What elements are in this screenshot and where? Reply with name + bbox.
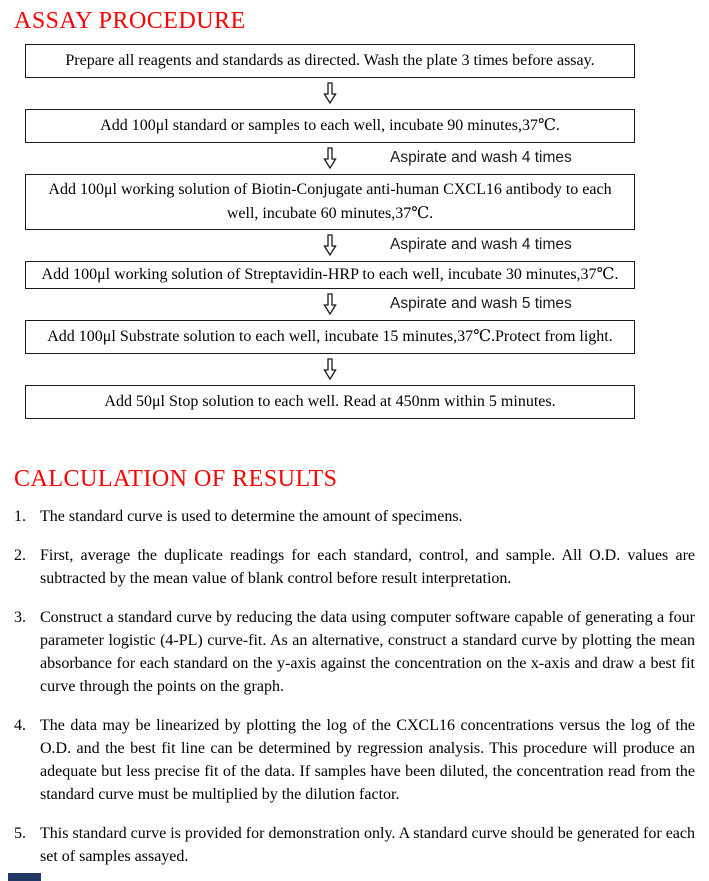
flow-step-box-2 xyxy=(25,109,635,143)
calc-list-item-4 xyxy=(14,714,695,806)
flow-step-text: Prepare all reagents and standards as directed. Wash the plate 3 times before assay. xyxy=(65,52,595,69)
down-arrow-icon xyxy=(323,358,337,380)
connector-label: Aspirate and wash 5 times xyxy=(390,295,572,312)
flow-connector-1 xyxy=(25,78,635,109)
calc-list-item-1 xyxy=(14,505,695,528)
flow-step-box-1 xyxy=(25,44,635,78)
section-title-calculation-of-results: CALCULATION OF RESULTS xyxy=(14,466,338,492)
flow-step-text: Add 100μl standard or samples to each well, incubate 90 minutes,37℃. xyxy=(100,117,560,134)
flow-connector-3 xyxy=(25,230,635,261)
flow-step-box-5 xyxy=(25,320,635,354)
down-arrow-icon xyxy=(323,82,337,104)
connector-label: Aspirate and wash 4 times xyxy=(390,236,572,253)
down-arrow-icon xyxy=(323,147,337,169)
calc-list-item-5 xyxy=(14,822,695,868)
cropped-next-page-table-fragment xyxy=(8,873,41,881)
item-text: The standard curve is used to determine the amount of specimens. xyxy=(40,508,463,525)
item-text: First, average the duplicate readings for each standard, control, and sample. All O.D. values are subtracted by the mean value of blank control before result interpretation. xyxy=(40,547,695,587)
down-arrow-icon xyxy=(323,293,337,315)
flow-step-text: Add 100μl working solution of Biotin-Conjugate anti-human CXCL16 antibody to each well, incubate 60 minutes,37℃. xyxy=(48,181,612,222)
item-number: 3. xyxy=(14,609,26,626)
flow-step-text: Add 100μl working solution of Streptavidin-HRP to each well, incubate 30 minutes,37℃. xyxy=(41,266,619,283)
connector-label: Aspirate and wash 4 times xyxy=(390,149,572,166)
flow-step-text: Add 50μl Stop solution to each well. Read at 450nm within 5 minutes. xyxy=(104,393,556,410)
item-number: 1. xyxy=(14,508,26,525)
calc-list-item-3 xyxy=(14,606,695,698)
flow-connector-4 xyxy=(25,289,635,320)
flow-connector-5 xyxy=(25,354,635,385)
calculation-list xyxy=(14,505,695,881)
flow-step-box-3 xyxy=(25,174,635,230)
flow-connector-2 xyxy=(25,143,635,174)
item-number: 2. xyxy=(14,547,26,564)
item-number: 5. xyxy=(14,825,26,842)
item-number: 4. xyxy=(14,717,26,734)
flow-step-text: Add 100μl Substrate solution to each well, incubate 15 minutes,37℃.Protect from light. xyxy=(47,328,613,345)
assay-flowchart xyxy=(25,44,635,419)
calc-list-item-2 xyxy=(14,544,695,590)
down-arrow-icon xyxy=(323,234,337,256)
section-title-assay-procedure: ASSAY PROCEDURE xyxy=(14,8,246,34)
item-text: This standard curve is provided for demonstration only. A standard curve should be generated for each set of samples assayed. xyxy=(40,825,695,865)
item-text: The data may be linearized by plotting the log of the CXCL16 concentrations versus the log of the O.D. and the best fit line can be determined by regression analysis. This procedure will produce an adequate but less precise fit of the data. If samples have been diluted, the concentration read from the standard curve must be multiplied by the dilution factor. xyxy=(40,717,695,803)
flow-step-box-6 xyxy=(25,385,635,419)
flow-step-box-4 xyxy=(25,261,635,289)
item-text: Construct a standard curve by reducing the data using computer software capable of generating a four parameter logistic (4-PL) curve-fit. As an alternative, construct a standard curve by plotting the mean absorbance for each standard on the y-axis against the concentration on the x-axis and draw a best fit curve through the points on the graph. xyxy=(40,609,695,695)
